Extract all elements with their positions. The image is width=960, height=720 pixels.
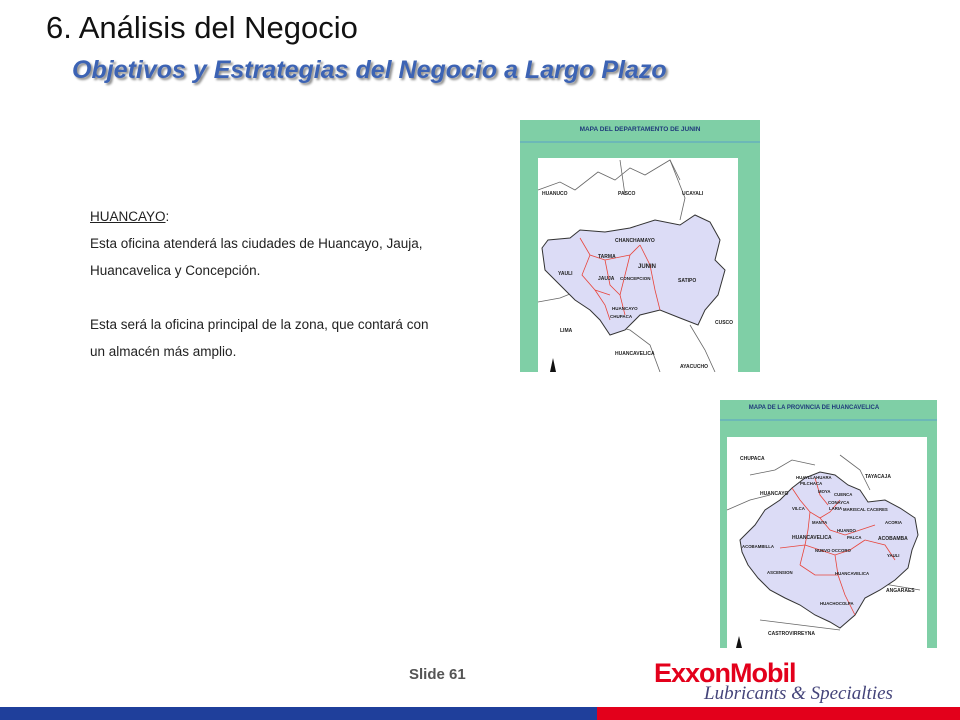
body-line-4: un almacén más amplio. (90, 344, 237, 359)
logo-wordmark: ExxonMobil (654, 658, 796, 688)
label-huayllahuara: HUAYLLAHUARA (796, 475, 832, 480)
label-huachocolpa: HUACHOCOLPA (820, 601, 854, 606)
bottom-color-bar (0, 707, 960, 720)
label-manta: MANTA (812, 520, 828, 525)
label-ayacucho: AYACUCHO (680, 364, 708, 370)
label-huancavelica-district: HUANCAVELICA (835, 571, 870, 576)
paragraph-gap (90, 284, 510, 311)
label-acobamba: ACOBAMBA (878, 536, 908, 542)
label-junin: JUNIN (638, 264, 657, 270)
map-title: MAPA DE LA PROVINCIA DE HUANCAVELICA (748, 405, 880, 411)
label-huancavelica: HUANCAVELICA (615, 351, 655, 357)
label-pilchaca: PILCHACA (800, 481, 823, 486)
label-lima: LIMA (560, 328, 573, 334)
label-cuenca: CUENCA (834, 492, 853, 497)
label-nuevo-occoro: NUEVO OCCORO (815, 548, 851, 553)
label-yauli: YAULI (887, 553, 900, 558)
bottom-bar-blue (0, 707, 597, 720)
label-huando: HUANDO (837, 528, 856, 533)
label-castrovirreyna: CASTROVIRREYNA (768, 631, 815, 637)
label-acoria: ACORIA (885, 520, 902, 525)
bottom-bar-red (597, 707, 960, 720)
body-text (90, 203, 510, 365)
body-line-3: Esta será la oficina principal de la zona, que contará con (90, 317, 429, 332)
junin-map (520, 120, 760, 372)
label-cusco: CUSCO (715, 320, 734, 326)
map-title: MAPA DEL DEPARTAMENTO DE JUNIN (579, 126, 701, 133)
office-heading: HUANCAYO (90, 209, 166, 224)
label-yauli: YAULI (558, 271, 573, 277)
label-huancavelica-capital: HUANCAVELICA (792, 535, 832, 541)
label-huancayo: HUANCAYO (612, 306, 638, 311)
body-line-1: Esta oficina atenderá las ciudades de Huancayo, Jauja, (90, 236, 423, 251)
label-tayacaja: TAYACAJA (865, 474, 891, 480)
label-ucayali: UCAYALI (682, 191, 704, 197)
label-chupaca: CHUPACA (610, 314, 633, 319)
label-chanchamayo: CHANCHAMAYO (615, 238, 655, 244)
label-palca: PALCA (847, 535, 862, 540)
label-laria: LARIA (829, 506, 843, 511)
slide-number: Slide 61 (409, 666, 466, 683)
label-concepcion: CONCEPCION (620, 276, 651, 281)
label-chupaca: CHUPACA (740, 456, 765, 462)
label-huancayo: HUANCAYO (760, 491, 789, 497)
label-satipo: SATIPO (678, 278, 697, 284)
label-mariscal-caceres: MARISCAL CACERES (843, 507, 888, 512)
label-vilca: VILCA (792, 506, 805, 511)
slide-title: 6. Análisis del Negocio (46, 10, 358, 45)
label-moya: MOYA (818, 489, 831, 494)
label-angaraes: ANGARAES (886, 588, 915, 594)
huancavelica-map (720, 400, 937, 648)
label-pasco: PASCO (618, 191, 636, 197)
body-line-2: Huancavelica y Concepción. (90, 263, 261, 278)
label-huanuco: HUANUCO (542, 191, 568, 197)
exxonmobil-logo (654, 658, 934, 708)
label-conayca: CONAYCA (828, 500, 850, 505)
label-jauja: JAUJA (598, 276, 615, 282)
slide-subtitle: Objetivos y Estrategias del Negocio a Largo Plazo (72, 56, 667, 84)
label-tarma: TARMA (598, 254, 616, 260)
label-ascension: ASCENSION (767, 570, 793, 575)
logo-tagline: Lubricants & Specialties (704, 683, 893, 704)
label-acobambilla: ACOBAMBILLA (742, 544, 774, 549)
office-heading-colon: : (165, 209, 170, 224)
